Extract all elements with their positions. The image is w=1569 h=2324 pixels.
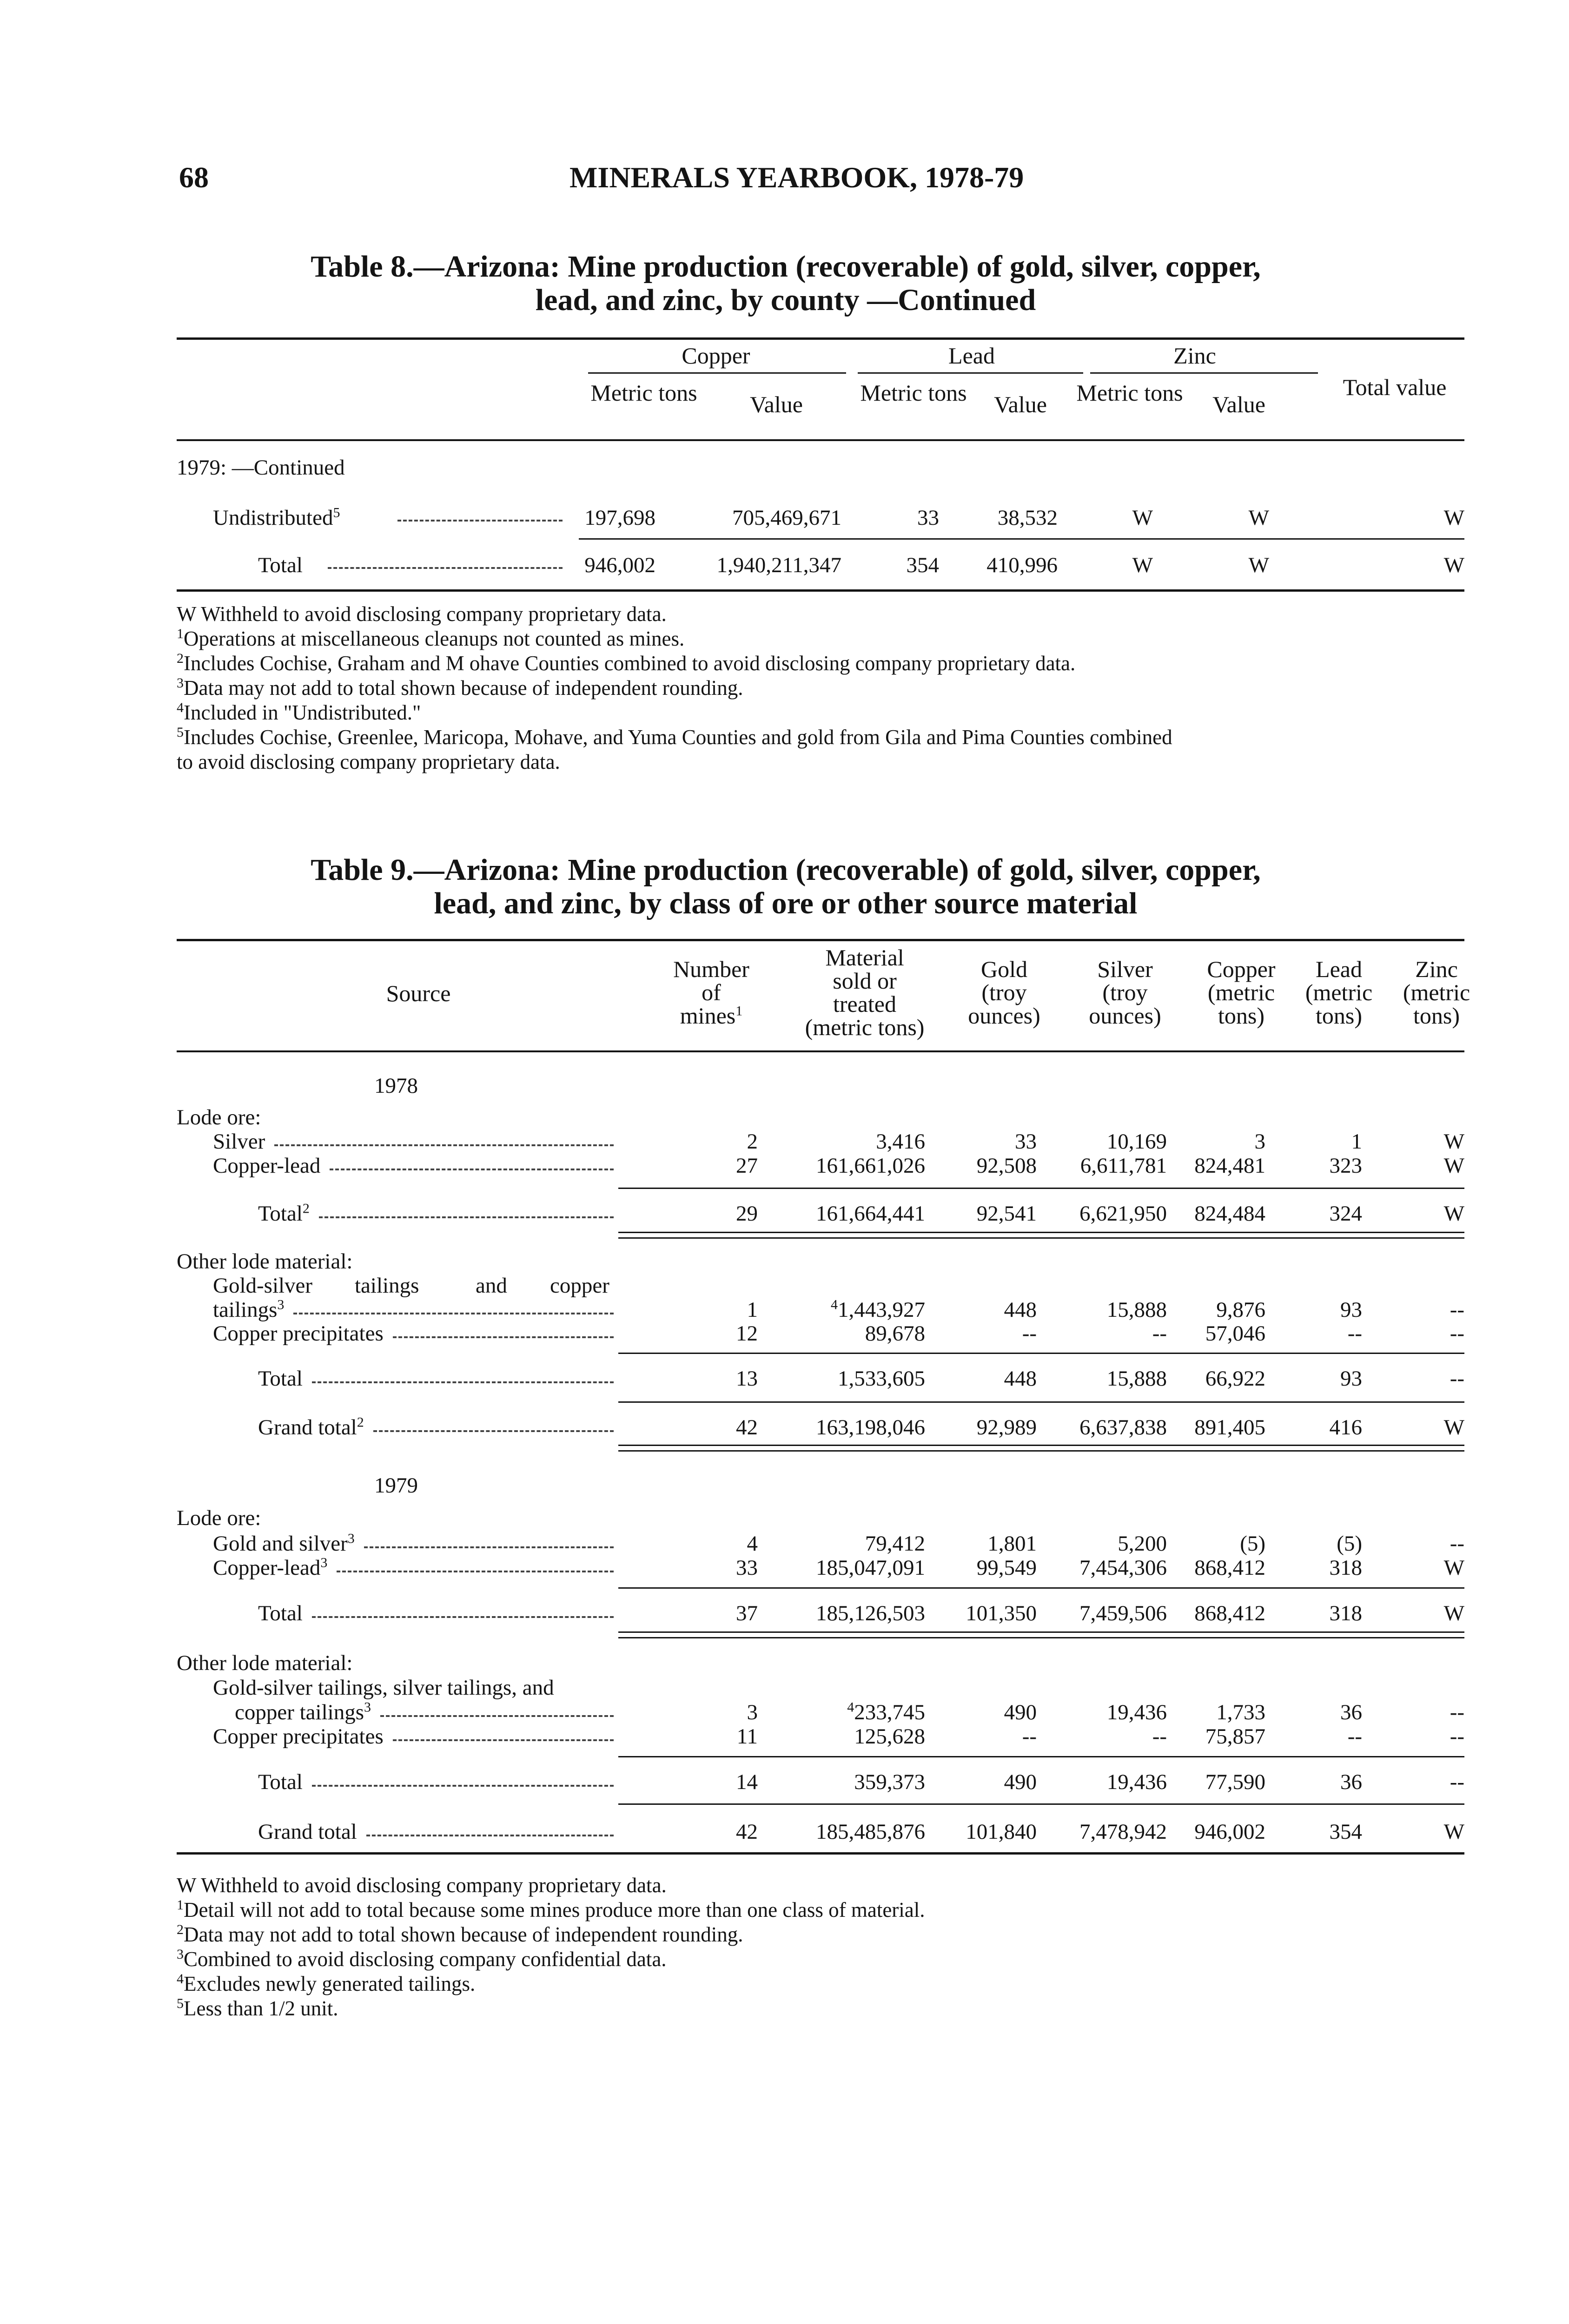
t9-leader (312, 1616, 614, 1618)
t9-row-1978-tailings-label: tailings$^3$ (213, 1297, 285, 1322)
t9-row-1979-gold-silver-lead: (5) (1337, 1532, 1362, 1556)
t9-year-1979: 1979 (374, 1473, 418, 1498)
t9-row-1978-tailings-mines: 1 (747, 1298, 758, 1322)
t9-sum-rule (618, 1401, 1464, 1403)
t9-row-1978-total-gold: 92,541 (976, 1202, 1037, 1226)
running-head: MINERALS YEARBOOK, 1978-79 (569, 161, 1024, 194)
t9-row-1979-other-total-material: 359,373 (854, 1770, 925, 1794)
t9-row-1978-other-total-mines: 13 (736, 1367, 758, 1391)
t8-head-pb-value: Value (994, 391, 1047, 417)
t9-row-1979-grand-total-mines: 42 (736, 1820, 758, 1844)
t9-row-1979-copper-lead-gold: 99,549 (976, 1556, 1037, 1580)
t9-row-1978-copper-lead-lead: 323 (1329, 1154, 1362, 1178)
t9-row-1978-tailings-copper: 9,876 (1216, 1298, 1265, 1322)
t9-row-1978-total-copper: 824,484 (1194, 1202, 1265, 1226)
t8-total-rule (579, 538, 1464, 540)
t9-row-1979-other-total-label: Total (258, 1770, 303, 1794)
t9-row-1978-precipitates-copper: 57,046 (1205, 1321, 1265, 1346)
t9-row-1979-copper-lead-label: Copper-lead$^3$ (213, 1555, 328, 1580)
t9-other-lode-1978: Other lode material: (177, 1249, 353, 1274)
t9-row-1979-total-copper: 868,412 (1194, 1601, 1265, 1625)
t9-row-1978-silver-silver: 10,169 (1106, 1129, 1167, 1154)
t9-row-1979-other-total-copper: 77,590 (1205, 1770, 1265, 1794)
t8-undist-cu-value: 705,469,671 (732, 506, 841, 530)
t9-row-1979-copper-lead-silver: 7,454,306 (1079, 1556, 1167, 1580)
t9-row-1979-other-total-lead: 36 (1340, 1770, 1362, 1794)
table9-top-rule (177, 939, 1464, 941)
t9-row-1979-total-zinc: W (1443, 1601, 1464, 1625)
t9-row-1979-grand-total-label: Grand total (258, 1820, 357, 1844)
t9-row-1979-precipitates-label: Copper precipitates (213, 1724, 384, 1749)
t9-sum-rule (618, 1803, 1464, 1805)
t9-row-1978-precipitates-lead: -- (1347, 1321, 1362, 1346)
t9-lode-ore-1979: Lode ore: (177, 1506, 261, 1530)
t9-bottom-rule (177, 1852, 1464, 1855)
t9-row-1978-tailings-gold: 448 (1004, 1298, 1037, 1322)
t9-row-1978-grand-total-silver: 6,637,838 (1079, 1415, 1167, 1439)
t9-leader (330, 1169, 614, 1170)
t8-total-pb-value: 410,996 (986, 553, 1058, 577)
t8-footnote: $^2$Includes Cochise, Graham and M ohave Counties combined to avoid disclosing company proprietary data. (177, 651, 1076, 675)
t9-head-material: Material sold or treated (metric tons) (805, 944, 925, 1040)
t9-row-1978-tailings-lead: 93 (1340, 1298, 1362, 1322)
t9-row-1979-precipitates-silver: -- (1152, 1724, 1167, 1749)
t8-footnote: $^3$Data may not add to total shown because of independent rounding. (177, 675, 743, 700)
t9-row-1978-copper-lead-copper: 824,481 (1194, 1154, 1265, 1178)
t8-head-total-value: Total value (1343, 374, 1447, 400)
t9-head-zinc: Zinc (metric tons) (1403, 956, 1470, 1029)
t9-row-1979-tailings-mines: 3 (747, 1700, 758, 1724)
t9-row-1978-silver-zinc: W (1443, 1129, 1464, 1154)
t9-double-rule (618, 1637, 1464, 1638)
t9-row-1979-total-lead: 318 (1329, 1601, 1362, 1625)
t9-row-1979-precipitates-material: 125,628 (854, 1724, 925, 1749)
t9-head-mines: Number of mines$^1$ (673, 956, 749, 1029)
page-number: 68 (179, 161, 209, 194)
t9-leader (274, 1144, 614, 1146)
t9-row-1979-tailings-label: copper tailings$^3$ (235, 1699, 371, 1724)
t9-sum-rule (618, 1756, 1464, 1757)
t9-row-1978-total-zinc: W (1443, 1202, 1464, 1226)
t9-sum-rule (618, 1587, 1464, 1589)
t8-bottom-rule (177, 589, 1464, 592)
t9-row-1978-tailings-zinc: -- (1450, 1298, 1464, 1322)
t9-row-1978-copper-lead-zinc: W (1443, 1154, 1464, 1178)
t9-row-1978-silver-lead: 1 (1351, 1129, 1362, 1154)
table8-caption: Table 8.—Arizona: Mine production (recoverable) of gold, silver, copper, lead, and zinc, by county —Continued (311, 250, 1261, 317)
t9-row-1979-copper-lead-zinc: W (1443, 1556, 1464, 1580)
t9-row-1979-tailings-silver: 19,436 (1106, 1700, 1167, 1724)
t8-group-rule-zinc (1090, 372, 1318, 374)
t8-total-total: W (1443, 553, 1464, 577)
t9-row-1979-copper-lead-material: 185,047,091 (816, 1556, 925, 1580)
t9-other-lode-1979: Other lode material: (177, 1651, 353, 1675)
t9-row-1979-gold-silver-gold: 1,801 (987, 1532, 1037, 1556)
t8-head-zinc: Zinc (1173, 343, 1216, 369)
t9-double-rule (618, 1445, 1464, 1446)
t9-row-1978-other-total-silver: 15,888 (1106, 1367, 1167, 1391)
t9-row-1979-total-label: Total (258, 1601, 303, 1625)
t9-row-1978-copper-lead-material: 161,661,026 (816, 1154, 925, 1178)
t9-row-1978-grand-total-lead: 416 (1329, 1415, 1362, 1439)
t9-year-1978: 1978 (374, 1074, 418, 1098)
t9-row-1978-grand-total-gold: 92,989 (976, 1415, 1037, 1439)
t8-row-undistributed-label: Undistributed$^5$ (213, 505, 340, 530)
t9-row-1979-copper-lead-mines: 33 (736, 1556, 758, 1580)
t9-row-1978-copper-lead-mines: 27 (736, 1154, 758, 1178)
t9-leader (319, 1216, 614, 1218)
t9-row-1979-gold-silver-label: Gold and silver$^3$ (213, 1531, 355, 1556)
t9-row-1978-other-total-label: Total (258, 1367, 303, 1391)
t9-row-1978-total-lead: 324 (1329, 1202, 1362, 1226)
t9-row-1979-gold-silver-zinc: -- (1450, 1532, 1464, 1556)
t8-head-zn-tons: Metric tons (1076, 380, 1183, 406)
t9-row-1978-copper-lead-gold: 92,508 (976, 1154, 1037, 1178)
t9-row-1979-copper-lead-copper: 868,412 (1194, 1556, 1265, 1580)
t9-sum-rule (618, 1188, 1464, 1189)
t9-row-1978-total-material: 161,664,441 (816, 1202, 925, 1226)
t9-row-1978-grand-total-material: 163,198,046 (816, 1415, 925, 1439)
t8-head-rule (177, 439, 1464, 441)
t8-undist-total: W (1443, 506, 1464, 530)
t8-footnote: to avoid disclosing company proprietary data. (177, 750, 560, 773)
t9-row-1979-total-gold: 101,350 (966, 1601, 1037, 1625)
t9-row-1979-tailings-copper: 1,733 (1216, 1700, 1265, 1724)
t8-footnote: $^1$Operations at miscellaneous cleanups not counted as mines. (177, 626, 685, 650)
t9-lode-ore-1978: Lode ore: (177, 1105, 261, 1129)
t8-head-copper: Copper (682, 343, 750, 369)
t8-head-zn-value: Value (1212, 391, 1265, 417)
t9-head-gold: Gold (troy ounces) (968, 956, 1040, 1029)
t8-leader (328, 567, 563, 569)
t9-double-rule (618, 1232, 1464, 1233)
t9-row-1978-grand-total-label: Grand total$^2$ (258, 1414, 364, 1439)
t8-footnote: W Withheld to avoid disclosing company proprietary data. (177, 602, 667, 626)
t9-leader (293, 1313, 614, 1314)
t8-footnote: $^4$Included in "Undistributed." (177, 700, 421, 724)
t9-row-1979-total-material: 185,126,503 (816, 1601, 925, 1625)
t9-row-1978-precipitates-silver: -- (1152, 1321, 1167, 1346)
t9-row-1978-copper-lead-label: Copper-lead (213, 1154, 321, 1178)
t9-double-rule (618, 1237, 1464, 1239)
t8-undist-zn-tons: W (1132, 506, 1153, 530)
t9-leader (312, 1381, 614, 1383)
t9-row-1979-precipitates-mines: 11 (736, 1724, 758, 1749)
t9-leader (312, 1785, 614, 1787)
t9-row-1978-precipitates-label: Copper precipitates (213, 1321, 384, 1346)
t8-footnote: $^5$Includes Cochise, Greenlee, Maricopa, Mohave, and Yuma Counties and gold from Gila and Pima Counties combined (177, 725, 1172, 749)
t8-group-rule-lead (858, 372, 1083, 374)
t8-total-pb-tons: 354 (906, 553, 939, 577)
t9-row-1978-total-silver: 6,621,950 (1079, 1202, 1167, 1226)
t9-row-1979-grand-total-silver: 7,478,942 (1079, 1820, 1167, 1844)
t8-head-pb-tons: Metric tons (860, 380, 967, 406)
t9-tailings-label-1979: Gold-silver tailings, silver tailings, and (213, 1676, 554, 1700)
t9-row-1978-precipitates-zinc: -- (1450, 1321, 1464, 1346)
t9-double-rule (618, 1631, 1464, 1633)
t8-total-zn-value: W (1248, 553, 1269, 577)
t9-row-1979-copper-lead-lead: 318 (1329, 1556, 1362, 1580)
t8-undist-zn-value: W (1248, 506, 1269, 530)
t9-row-1978-total-label: Total$^2$ (258, 1201, 310, 1226)
t9-row-1978-tailings-silver: 15,888 (1106, 1298, 1167, 1322)
t9-row-1979-precipitates-copper: 75,857 (1205, 1724, 1265, 1749)
t9-row-1979-gold-silver-copper: (5) (1240, 1532, 1265, 1556)
t9-footnote: $^4$Excludes newly generated tailings. (177, 1971, 476, 1995)
t9-row-1978-silver-mines: 2 (747, 1129, 758, 1154)
t8-total-cu-value: 1,940,211,347 (716, 553, 841, 577)
t9-head-source: Source (386, 980, 451, 1006)
t9-row-1979-grand-total-material: 185,485,876 (816, 1820, 925, 1844)
t9-footnote: $^1$Detail will not add to total because some mines produce more than one class of material. (177, 1897, 925, 1921)
t9-row-1979-total-silver: 7,459,506 (1079, 1601, 1167, 1625)
t9-row-1978-silver-copper: 3 (1254, 1129, 1265, 1154)
t9-head-lead: Lead (metric tons) (1305, 956, 1373, 1029)
t9-footnote: $^5$Less than 1/2 unit. (177, 1996, 338, 2020)
t9-row-1978-grand-total-mines: 42 (736, 1415, 758, 1439)
t9-row-1978-grand-total-copper: 891,405 (1194, 1415, 1265, 1439)
t8-head-cu-value: Value (750, 391, 803, 417)
t9-row-1978-other-total-lead: 93 (1340, 1367, 1362, 1391)
t9-row-1978-tailings-material: $^4$1,443,927 (831, 1297, 925, 1322)
t9-row-1979-tailings-lead: 36 (1340, 1700, 1362, 1724)
t8-head-cu-tons: Metric tons (590, 380, 697, 406)
table8-top-rule (177, 337, 1464, 340)
t9-row-1978-precipitates-material: 89,678 (865, 1321, 925, 1346)
t9-row-1978-precipitates-mines: 12 (736, 1321, 758, 1346)
t9-head-silver: Silver (troy ounces) (1089, 956, 1161, 1029)
t9-sum-rule (618, 1353, 1464, 1354)
t9-row-1979-tailings-zinc: -- (1450, 1700, 1464, 1724)
t9-row-1978-other-total-copper: 66,922 (1205, 1367, 1265, 1391)
t9-footnotes (177, 1873, 1469, 2021)
t9-footnote: W Withheld to avoid disclosing company proprietary data. (177, 1874, 667, 1897)
t8-total-zn-tons: W (1132, 553, 1153, 577)
t8-undist-pb-tons: 33 (917, 506, 939, 530)
t9-row-1978-copper-lead-silver: 6,611,781 (1080, 1154, 1167, 1178)
t8-undist-pb-value: 38,532 (997, 506, 1058, 530)
t9-row-1979-grand-total-lead: 354 (1329, 1820, 1362, 1844)
t9-row-1979-tailings-material: $^4$233,745 (847, 1699, 925, 1724)
t9-row-1979-other-total-silver: 19,436 (1106, 1770, 1167, 1794)
t9-row-1978-precipitates-gold: -- (1022, 1321, 1037, 1346)
t8-undist-cu-tons: 197,698 (584, 506, 655, 530)
table9-caption: Table 9.—Arizona: Mine production (recoverable) of gold, silver, copper, lead, and zinc, by class of ore or other source material (311, 853, 1261, 920)
t8-total-cu-tons: 946,002 (584, 553, 655, 577)
t9-row-1978-grand-total-zinc: W (1443, 1415, 1464, 1439)
t9-row-1979-total-mines: 37 (736, 1601, 758, 1625)
t9-row-1979-precipitates-lead: -- (1347, 1724, 1362, 1749)
t9-row-1978-silver-material: 3,416 (876, 1129, 925, 1154)
t9-row-1979-grand-total-gold: 101,840 (966, 1820, 1037, 1844)
t9-row-1979-gold-silver-material: 79,412 (865, 1532, 925, 1556)
t9-footnote: $^2$Data may not add to total shown because of independent rounding. (177, 1922, 743, 1946)
t8-footnotes (177, 602, 1469, 774)
t9-row-1978-other-total-material: 1,533,605 (838, 1367, 925, 1391)
t9-row-1979-precipitates-gold: -- (1022, 1724, 1037, 1749)
t9-footnote: $^3$Combined to avoid disclosing company confidential data. (177, 1947, 667, 1971)
t9-row-1979-other-total-gold: 490 (1004, 1770, 1037, 1794)
t9-row-1979-grand-total-copper: 946,002 (1194, 1820, 1265, 1844)
t9-row-1979-grand-total-zinc: W (1443, 1820, 1464, 1844)
t9-row-1979-precipitates-zinc: -- (1450, 1724, 1464, 1749)
t8-section-label: 1979: —Continued (177, 456, 345, 480)
t9-row-1979-other-total-mines: 14 (736, 1770, 758, 1794)
t9-row-1978-other-total-zinc: -- (1450, 1367, 1464, 1391)
t9-row-1978-silver-gold: 33 (1015, 1129, 1037, 1154)
t9-row-1979-tailings-gold: 490 (1004, 1700, 1037, 1724)
t9-row-1979-gold-silver-mines: 4 (747, 1532, 758, 1556)
t9-double-rule (618, 1450, 1464, 1452)
t9-row-1979-other-total-zinc: -- (1450, 1770, 1464, 1794)
t9-row-1978-other-total-gold: 448 (1004, 1367, 1037, 1391)
t9-row-1978-total-mines: 29 (736, 1202, 758, 1226)
t9-head-copper: Copper (metric tons) (1207, 956, 1276, 1029)
t9-head-rule (177, 1050, 1464, 1052)
t8-head-lead: Lead (948, 343, 995, 369)
t8-group-rule-copper (588, 372, 846, 374)
t8-row-total-label: Total (258, 553, 303, 577)
t9-row-1979-gold-silver-silver: 5,200 (1118, 1532, 1167, 1556)
t9-row-1978-silver-label: Silver (213, 1129, 265, 1154)
